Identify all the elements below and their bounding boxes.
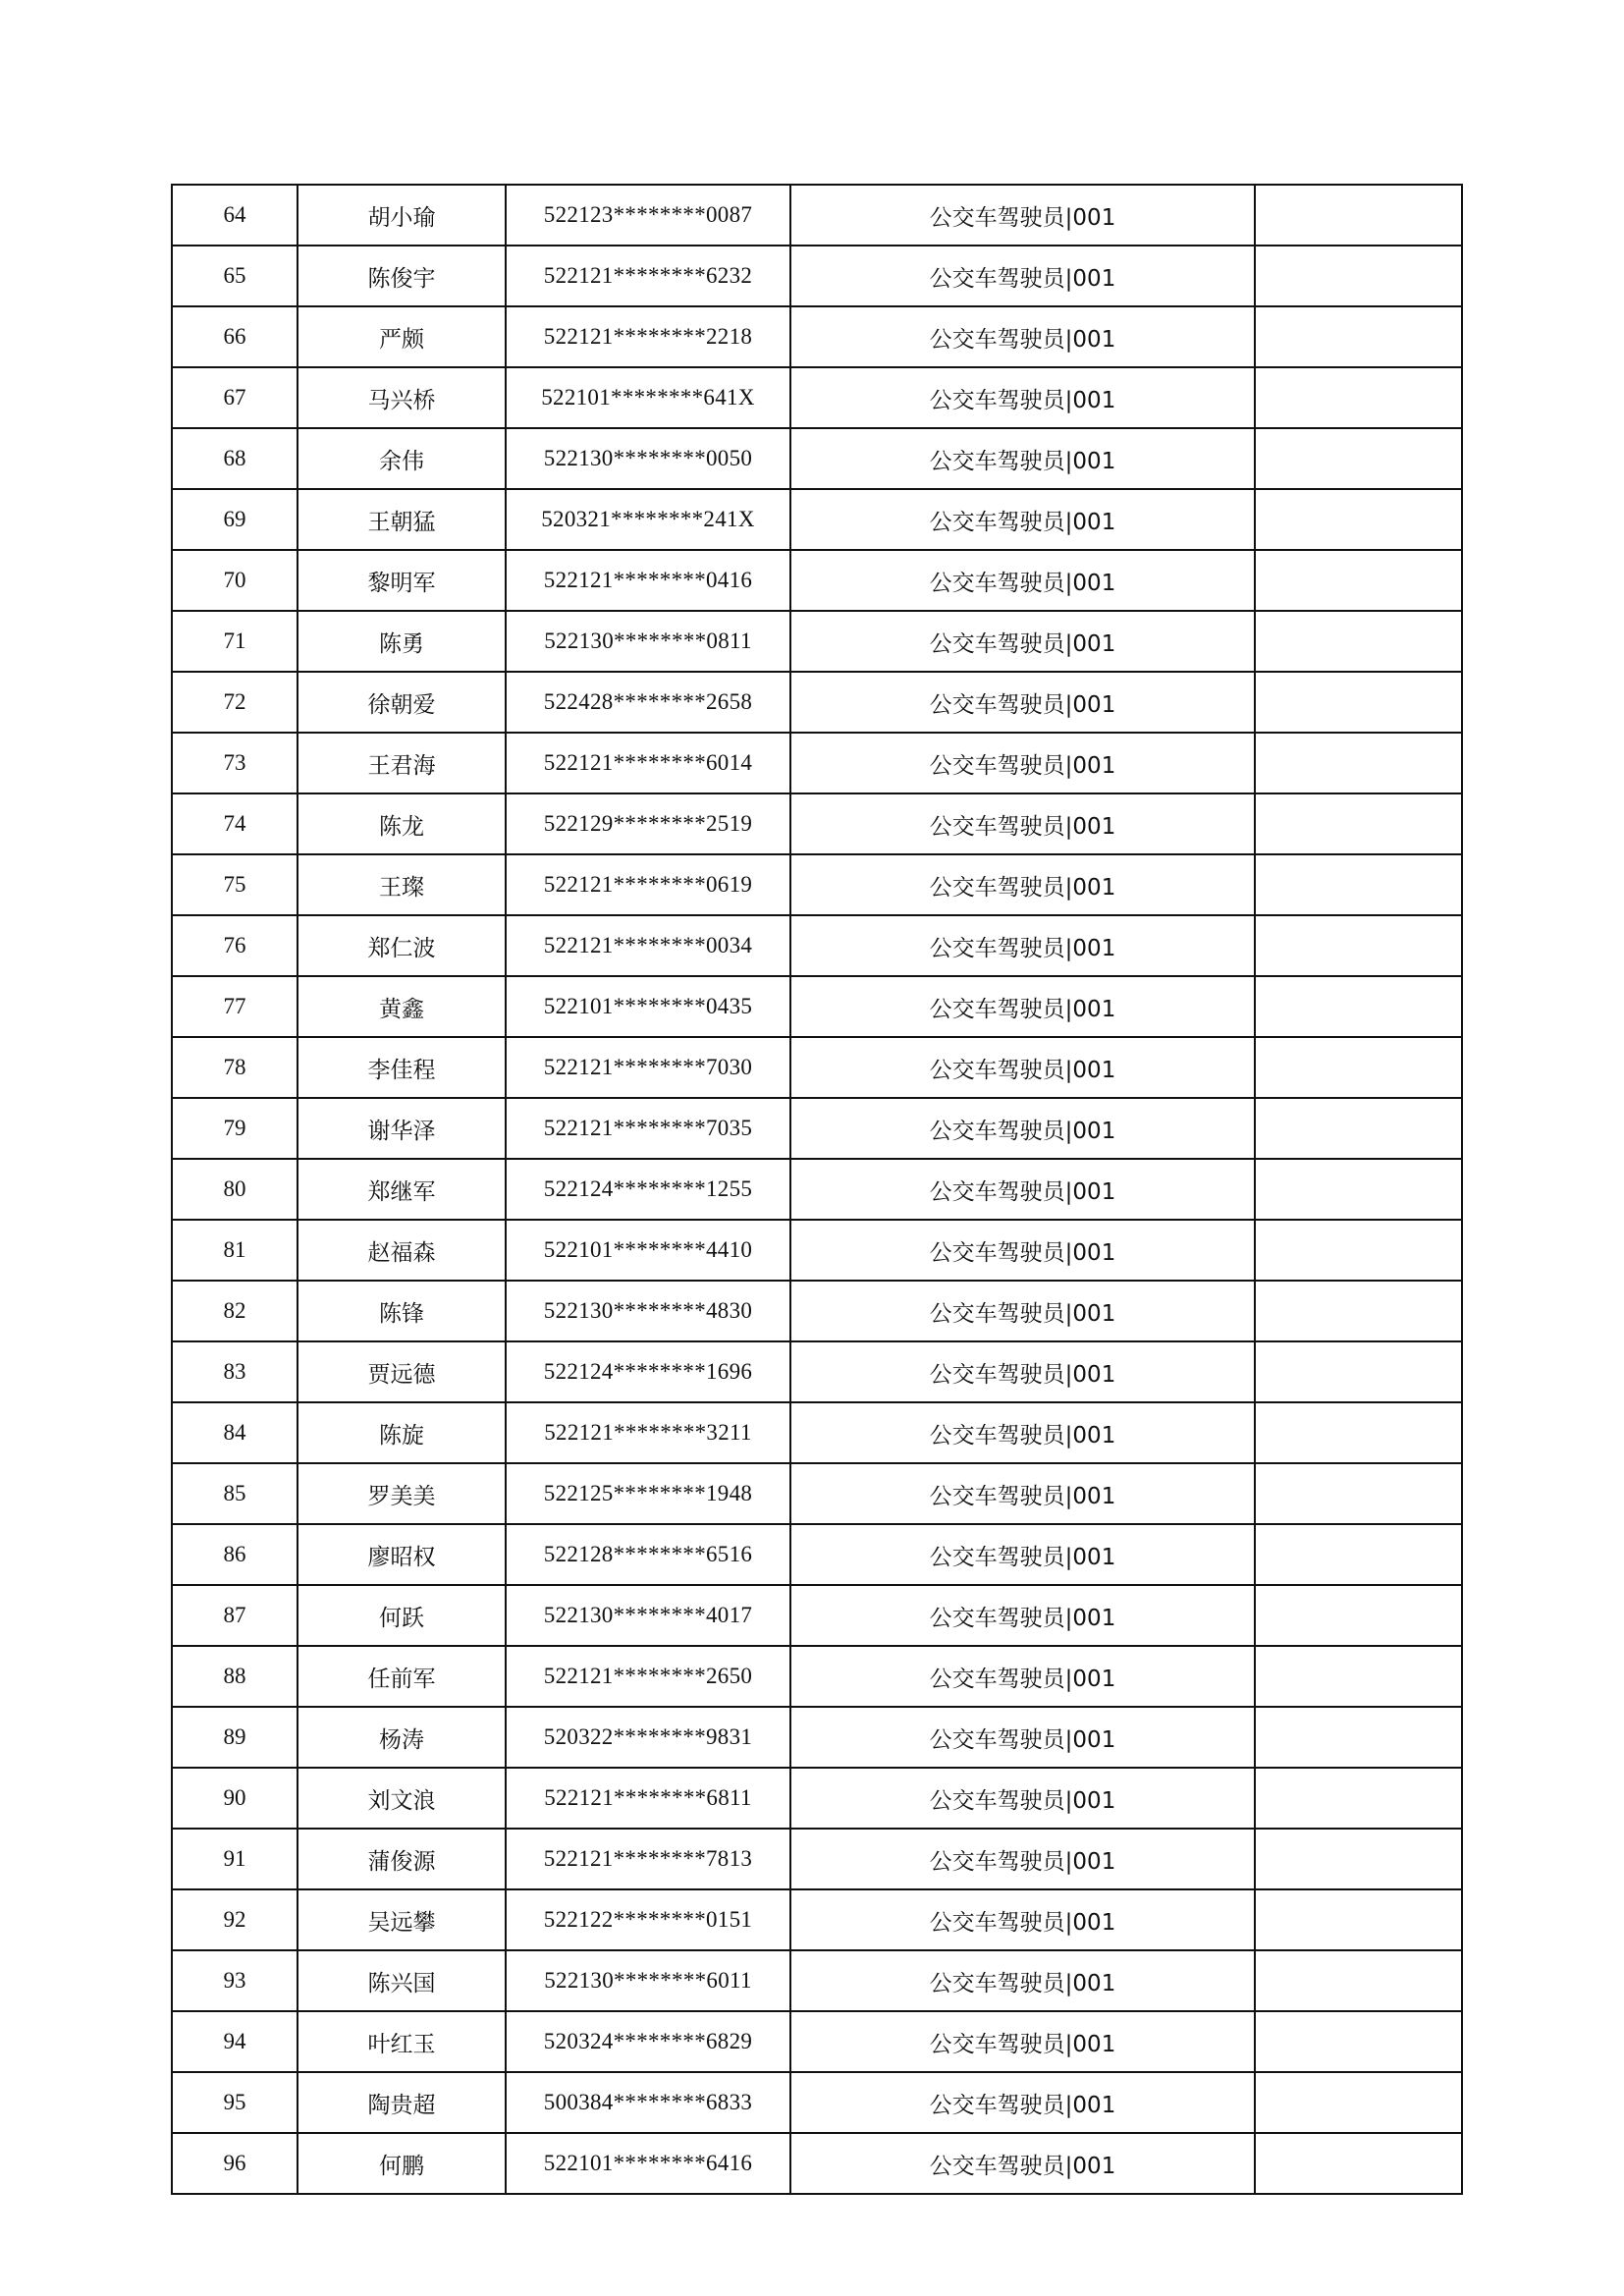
candidate-name: 郑仁波 [298,915,506,976]
row-number: 93 [172,1950,298,2011]
row-number: 95 [172,2072,298,2133]
remark-cell [1255,854,1462,915]
row-number: 88 [172,1646,298,1707]
applied-position: 公交车驾驶员|001 [790,1281,1255,1341]
id-number: 522121********2650 [506,1646,790,1707]
candidate-name: 陈龙 [298,793,506,854]
id-number: 522122********0151 [506,1889,790,1950]
applied-position: 公交车驾驶员|001 [790,185,1255,246]
candidate-name: 严颇 [298,306,506,367]
candidate-name: 叶红玉 [298,2011,506,2072]
table-row [172,367,1462,428]
candidate-name: 陈锋 [298,1281,506,1341]
row-number: 94 [172,2011,298,2072]
candidate-name: 陶贵超 [298,2072,506,2133]
id-number: 522121********6014 [506,733,790,793]
table-row [172,733,1462,793]
table-row [172,1281,1462,1341]
remark-cell [1255,2072,1462,2133]
remark-cell [1255,1402,1462,1463]
row-number: 77 [172,976,298,1037]
id-number: 522101********6416 [506,2133,790,2194]
applied-position: 公交车驾驶员|001 [790,550,1255,611]
table-row [172,2133,1462,2194]
row-number: 90 [172,1768,298,1829]
id-number: 522121********7030 [506,1037,790,1098]
id-number: 522124********1255 [506,1159,790,1220]
table-row [172,1524,1462,1585]
candidate-name: 王璨 [298,854,506,915]
id-number: 522130********4017 [506,1585,790,1646]
candidate-name: 王君海 [298,733,506,793]
id-number: 522130********4830 [506,1281,790,1341]
candidate-name: 胡小瑜 [298,185,506,246]
id-number: 522121********7035 [506,1098,790,1159]
applied-position: 公交车驾驶员|001 [790,246,1255,306]
table-row [172,1159,1462,1220]
id-number: 522428********2658 [506,672,790,733]
applied-position: 公交车驾驶员|001 [790,1646,1255,1707]
candidate-name: 陈俊宇 [298,246,506,306]
row-number: 84 [172,1402,298,1463]
candidate-name: 陈旋 [298,1402,506,1463]
applied-position: 公交车驾驶员|001 [790,1463,1255,1524]
remark-cell [1255,2011,1462,2072]
table-row [172,550,1462,611]
id-number: 522130********0811 [506,611,790,672]
table-row [172,306,1462,367]
applied-position: 公交车驾驶员|001 [790,1829,1255,1889]
row-number: 85 [172,1463,298,1524]
candidate-name: 吴远攀 [298,1889,506,1950]
candidate-name: 何跃 [298,1585,506,1646]
id-number: 522128********6516 [506,1524,790,1585]
candidate-name: 王朝猛 [298,489,506,550]
remark-cell [1255,1707,1462,1768]
candidate-table [171,184,1463,2195]
candidate-name: 徐朝爱 [298,672,506,733]
candidate-name: 陈勇 [298,611,506,672]
id-number: 520321********241X [506,489,790,550]
applied-position: 公交车驾驶员|001 [790,733,1255,793]
remark-cell [1255,2133,1462,2194]
row-number: 72 [172,672,298,733]
candidate-name: 罗美美 [298,1463,506,1524]
row-number: 78 [172,1037,298,1098]
remark-cell [1255,1159,1462,1220]
remark-cell [1255,1524,1462,1585]
candidate-name: 李佳程 [298,1037,506,1098]
row-number: 91 [172,1829,298,1889]
applied-position: 公交车驾驶员|001 [790,1768,1255,1829]
row-number: 76 [172,915,298,976]
remark-cell [1255,489,1462,550]
table-row [172,1829,1462,1889]
table-row [172,1341,1462,1402]
applied-position: 公交车驾驶员|001 [790,1402,1255,1463]
remark-cell [1255,1585,1462,1646]
table-row [172,976,1462,1037]
table-row [172,185,1462,246]
applied-position: 公交车驾驶员|001 [790,854,1255,915]
applied-position: 公交车驾驶员|001 [790,1524,1255,1585]
candidate-name: 廖昭权 [298,1524,506,1585]
remark-cell [1255,976,1462,1037]
candidate-name: 赵福森 [298,1220,506,1281]
table-row [172,611,1462,672]
applied-position: 公交车驾驶员|001 [790,367,1255,428]
remark-cell [1255,367,1462,428]
applied-position: 公交车驾驶员|001 [790,1950,1255,2011]
remark-cell [1255,1281,1462,1341]
table-row [172,672,1462,733]
applied-position: 公交车驾驶员|001 [790,2133,1255,2194]
remark-cell [1255,306,1462,367]
id-number: 522121********0619 [506,854,790,915]
applied-position: 公交车驾驶员|001 [790,306,1255,367]
applied-position: 公交车驾驶员|001 [790,1098,1255,1159]
row-number: 73 [172,733,298,793]
remark-cell [1255,1829,1462,1889]
id-number: 522125********1948 [506,1463,790,1524]
applied-position: 公交车驾驶员|001 [790,2072,1255,2133]
id-number: 522121********0416 [506,550,790,611]
id-number: 520324********6829 [506,2011,790,2072]
remark-cell [1255,1341,1462,1402]
table-row [172,2011,1462,2072]
candidate-table-body [172,185,1462,2194]
applied-position: 公交车驾驶员|001 [790,1159,1255,1220]
remark-cell [1255,733,1462,793]
remark-cell [1255,1889,1462,1950]
table-row [172,1889,1462,1950]
candidate-name: 黎明军 [298,550,506,611]
applied-position: 公交车驾驶员|001 [790,1585,1255,1646]
candidate-name: 郑继军 [298,1159,506,1220]
row-number: 87 [172,1585,298,1646]
row-number: 66 [172,306,298,367]
row-number: 64 [172,185,298,246]
table-row [172,1585,1462,1646]
candidate-name: 马兴桥 [298,367,506,428]
table-row [172,915,1462,976]
remark-cell [1255,428,1462,489]
row-number: 80 [172,1159,298,1220]
row-number: 89 [172,1707,298,1768]
row-number: 68 [172,428,298,489]
candidate-name: 贾远德 [298,1341,506,1402]
table-row [172,428,1462,489]
table-row [172,1463,1462,1524]
table-row [172,1098,1462,1159]
row-number: 69 [172,489,298,550]
table-row [172,854,1462,915]
id-number: 522129********2519 [506,793,790,854]
candidate-name: 刘文浪 [298,1768,506,1829]
id-number: 522124********1696 [506,1341,790,1402]
row-number: 70 [172,550,298,611]
table-row [172,1220,1462,1281]
id-number: 522130********6011 [506,1950,790,2011]
id-number: 522121********6232 [506,246,790,306]
candidate-name: 余伟 [298,428,506,489]
applied-position: 公交车驾驶员|001 [790,2011,1255,2072]
remark-cell [1255,672,1462,733]
remark-cell [1255,246,1462,306]
applied-position: 公交车驾驶员|001 [790,1220,1255,1281]
remark-cell [1255,611,1462,672]
remark-cell [1255,1950,1462,2011]
id-number: 522101********641X [506,367,790,428]
applied-position: 公交车驾驶员|001 [790,915,1255,976]
row-number: 83 [172,1341,298,1402]
remark-cell [1255,915,1462,976]
row-number: 75 [172,854,298,915]
table-row [172,1402,1462,1463]
candidate-name: 蒲俊源 [298,1829,506,1889]
applied-position: 公交车驾驶员|001 [790,672,1255,733]
candidate-name: 陈兴国 [298,1950,506,2011]
id-number: 522121********7813 [506,1829,790,1889]
table-row [172,489,1462,550]
table-row [172,793,1462,854]
row-number: 71 [172,611,298,672]
applied-position: 公交车驾驶员|001 [790,793,1255,854]
applied-position: 公交车驾驶员|001 [790,976,1255,1037]
applied-position: 公交车驾驶员|001 [790,611,1255,672]
table-row [172,1646,1462,1707]
candidate-name: 何鹏 [298,2133,506,2194]
candidate-name: 谢华泽 [298,1098,506,1159]
table-row [172,1950,1462,2011]
id-number: 522121********3211 [506,1402,790,1463]
id-number: 522130********0050 [506,428,790,489]
row-number: 74 [172,793,298,854]
id-number: 522101********4410 [506,1220,790,1281]
id-number: 500384********6833 [506,2072,790,2133]
row-number: 65 [172,246,298,306]
table-row [172,1037,1462,1098]
remark-cell [1255,1646,1462,1707]
id-number: 522121********0034 [506,915,790,976]
candidate-name: 杨涛 [298,1707,506,1768]
id-number: 522123********0087 [506,185,790,246]
applied-position: 公交车驾驶员|001 [790,489,1255,550]
id-number: 522101********0435 [506,976,790,1037]
id-number: 522121********2218 [506,306,790,367]
id-number: 520322********9831 [506,1707,790,1768]
table-row [172,246,1462,306]
table-row [172,1768,1462,1829]
table-row [172,2072,1462,2133]
applied-position: 公交车驾驶员|001 [790,1341,1255,1402]
applied-position: 公交车驾驶员|001 [790,428,1255,489]
row-number: 86 [172,1524,298,1585]
row-number: 92 [172,1889,298,1950]
remark-cell [1255,550,1462,611]
table-row [172,1707,1462,1768]
row-number: 79 [172,1098,298,1159]
remark-cell [1255,1098,1462,1159]
remark-cell [1255,185,1462,246]
row-number: 96 [172,2133,298,2194]
applied-position: 公交车驾驶员|001 [790,1037,1255,1098]
remark-cell [1255,1220,1462,1281]
candidate-name: 任前军 [298,1646,506,1707]
remark-cell [1255,1037,1462,1098]
remark-cell [1255,793,1462,854]
remark-cell [1255,1768,1462,1829]
candidate-name: 黄鑫 [298,976,506,1037]
row-number: 81 [172,1220,298,1281]
row-number: 82 [172,1281,298,1341]
remark-cell [1255,1463,1462,1524]
applied-position: 公交车驾驶员|001 [790,1707,1255,1768]
row-number: 67 [172,367,298,428]
id-number: 522121********6811 [506,1768,790,1829]
applied-position: 公交车驾驶员|001 [790,1889,1255,1950]
